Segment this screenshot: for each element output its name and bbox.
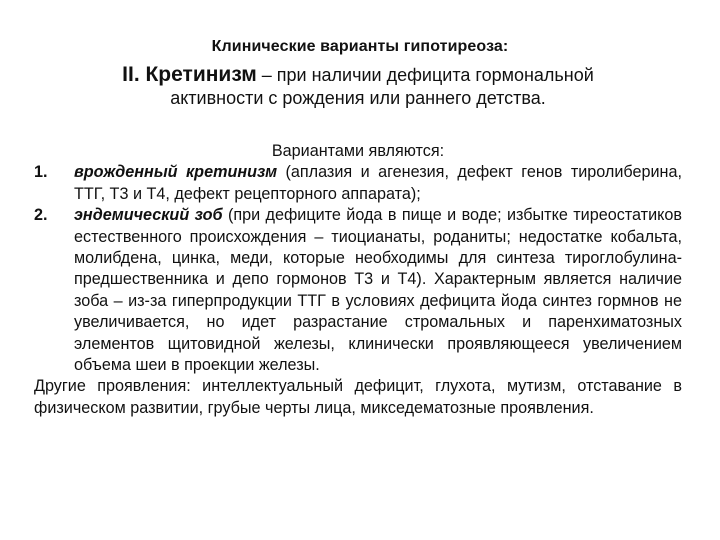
item-number: 2.: [34, 206, 48, 225]
variant-item-2: [34, 205, 682, 376]
item-description: (аплазия и агенезия, дефект генов тиролиберина, ТТГ, Т3 и Т4, дефект рецепторного аппарата);: [74, 163, 682, 203]
document-body: [34, 141, 682, 419]
variant-item-1: [34, 162, 682, 205]
item-description: (при дефиците йода в пище и воде; избытке тиреостатиков естественного происхождения – тиоцианаты, роданиты; недостатке кобальта, молибдена, цинка, меди, которые необходимы для синтеза тироглобулина-предшественника и депо гормонов Т3 и Т4). Характерным является наличие зоба – из-за гиперпродукции ТТГ в условиях дефицита йода синтез гормнов не увеличивается, но идет разрастание стромальных и паренхиматозных элементов щитовидной железы, клинически проявляющееся увеличением объема шеи в проекции железы.: [74, 206, 683, 375]
section-heading-text-1: – при наличии дефицита гормональной: [256, 65, 594, 85]
section-heading: [34, 63, 682, 110]
item-term: эндемический зоб: [74, 206, 223, 225]
other-manifestations: Другие проявления: интеллектуальный дефицит, глухота, мутизм, отставание в физическом развитии, грубые черты лица, микседематозные проявления.: [34, 377, 682, 417]
item-term: врожденный кретинизм: [74, 163, 278, 182]
variants-label: Вариантами являются:: [271, 142, 445, 160]
page-title: Клинические варианты гипотиреоза:: [211, 38, 509, 55]
section-roman-title: II. Кретинизм: [122, 63, 257, 86]
item-text: [74, 205, 682, 376]
section-heading-text-2: активности с рождения или раннего детства.: [170, 88, 546, 108]
item-text: [74, 162, 682, 205]
item-number: 1.: [34, 163, 48, 182]
